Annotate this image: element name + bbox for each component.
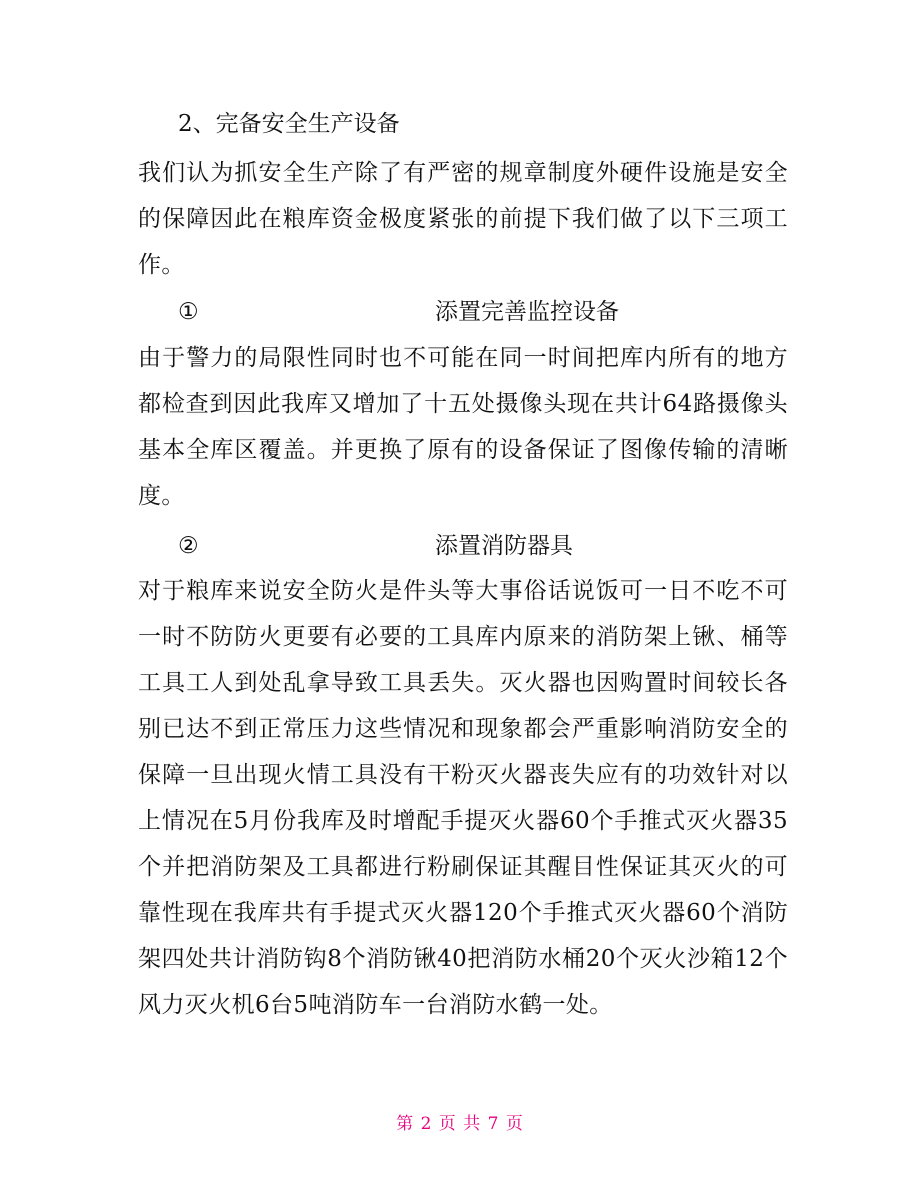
paragraph-line: 的保障因此在粮库资金极度紧张的前提下我们做了以下三项工 — [138, 206, 788, 232]
paragraph-line: 度。 — [138, 483, 185, 509]
paragraph-line: 由于警力的局限性同时也不可能在同一时间把库内所有的地方 — [138, 345, 788, 371]
item-title: 添置消防器具 — [435, 533, 573, 559]
paragraph-line: 我们认为抓安全生产除了有严密的规章制度外硬件设施是安全 — [138, 160, 788, 186]
paragraph-line: 别已达不到正常压力这些情况和现象都会严重影响消防安全的 — [138, 716, 788, 742]
section-heading: 2、完备安全生产设备 — [178, 111, 400, 137]
paragraph-line: 工具工人到处乱拿导致工具丢失。灭火器也因购置时间较长各 — [138, 670, 788, 696]
paragraph-line: 个并把消防架及工具都进行粉刷保证其醒目性保证其灭火的可 — [138, 854, 788, 880]
page-number-footer: 第 2 页 共 7 页 — [396, 1114, 524, 1134]
paragraph-line: 都检查到因此我库又增加了十五处摄像头现在共计64路摄像头 — [138, 391, 788, 417]
item-number: ② — [178, 533, 199, 559]
item-2-paragraph — [138, 568, 788, 1028]
paragraph-line: 靠性现在我库共有手提式灭火器120个手推式灭火器60个消防 — [138, 900, 788, 926]
paragraph-line: 一时不防防火更要有必要的工具库内原来的消防架上锹、桶等 — [138, 624, 788, 650]
paragraph-line: 上情况在5月份我库及时增配手提灭火器60个手推式灭火器35 — [138, 808, 788, 834]
item-number: ① — [178, 299, 199, 325]
paragraph-line: 基本全库区覆盖。并更换了原有的设备保证了图像传输的清晰 — [138, 437, 788, 463]
intro-paragraph — [138, 150, 788, 288]
paragraph-line: 保障一旦出现火情工具没有干粉灭火器丧失应有的功效针对以 — [138, 762, 788, 788]
item-1-paragraph — [138, 335, 788, 519]
item-title: 添置完善监控设备 — [435, 299, 619, 325]
paragraph-line: 作。 — [138, 252, 185, 278]
paragraph-line: 对于粮库来说安全防火是件头等大事俗话说饭可一日不吃不可 — [138, 578, 788, 604]
paragraph-line: 风力灭火机6台5吨消防车一台消防水鹤一处。 — [138, 992, 613, 1018]
paragraph-line: 架四处共计消防钩8个消防锹40把消防水桶20个灭火沙箱12个 — [138, 946, 788, 972]
